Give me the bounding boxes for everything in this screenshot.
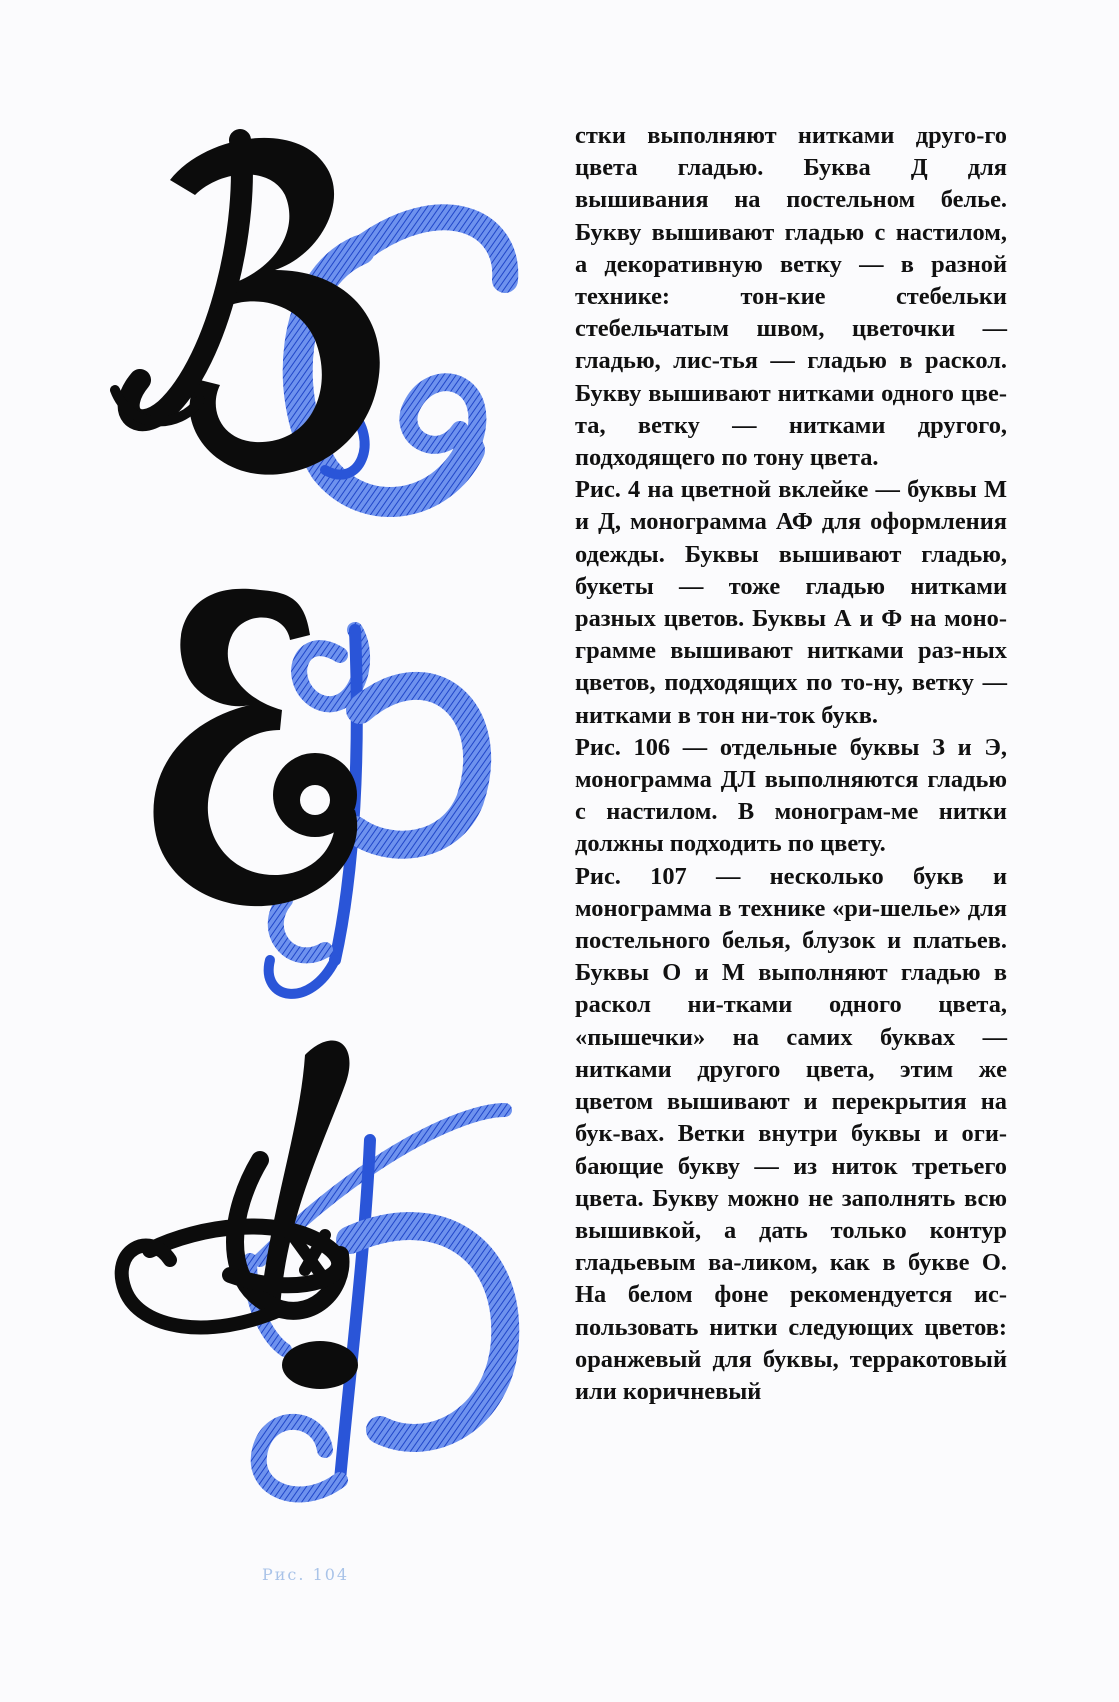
paragraph-3: Рис. 106 — отдельные буквы З и Э, монограмма ДЛ выполняются гладью с настилом. В монограм-ме нитки должны подходить по цвету.: [575, 733, 1007, 858]
monogram-figure: [110, 110, 560, 1600]
paragraph-4: Рис. 107 — несколько букв и монограмма в технике «ри-шелье» для постельного белья, блузок и платьев. Буквы О и М выполняют гладью в раскол ни-тками одного цвета, «пышечки» на самих буквах — нитками другого цвета, этим же цветом вышивают и перекрытия на бук-вах. Ветки внутри буквы и оги-бающие букву — из ниток третьего цвета. Букву можно не заполнять всю вышивкой, а дать только контур гладьевым ва-ликом, как в букве О. На белом фоне рекомендуется ис-пользовать нитки следующих цветов: оранжевый для буквы, терракотовый или коричневый: [575, 862, 1007, 1405]
black-letter-1: [115, 138, 380, 475]
monogram-illustration: [110, 110, 560, 1600]
monogram-1: [115, 138, 505, 502]
monogram-3: [122, 1041, 506, 1495]
black-letter-3: [122, 1041, 358, 1389]
monogram-2: [153, 589, 477, 994]
paragraph-1: стки выполняют нитками друго-го цвета гладью. Буква Д для вышивания на постельном белье. Букву вышивают гладью с настилом, а декоративную ветку — в разной технике: тон-кие стебельки стебельчатым швом, цветочки — гладью, лис-тья — гладью в раскол. Букву вышивают нитками одного цве-та, ветку — нитками другого, подходящего по тону цвета.: [575, 122, 1007, 472]
black-letter-2: [153, 589, 357, 906]
figure-caption: Рис. 104: [262, 1565, 350, 1584]
text-column: [575, 120, 1007, 1408]
paragraph-2: Рис. 4 на цветной вклейке — буквы М и Д, монограмма АФ для оформления одежды. Буквы вышивают гладью, букеты — тоже гладью нитками разных цветов. Буквы А и Ф на моно-грамме вышивают нитками раз-ных цветов, подходящих по то-ну, ветку — нитками в тон ни-ток букв.: [575, 476, 1007, 729]
